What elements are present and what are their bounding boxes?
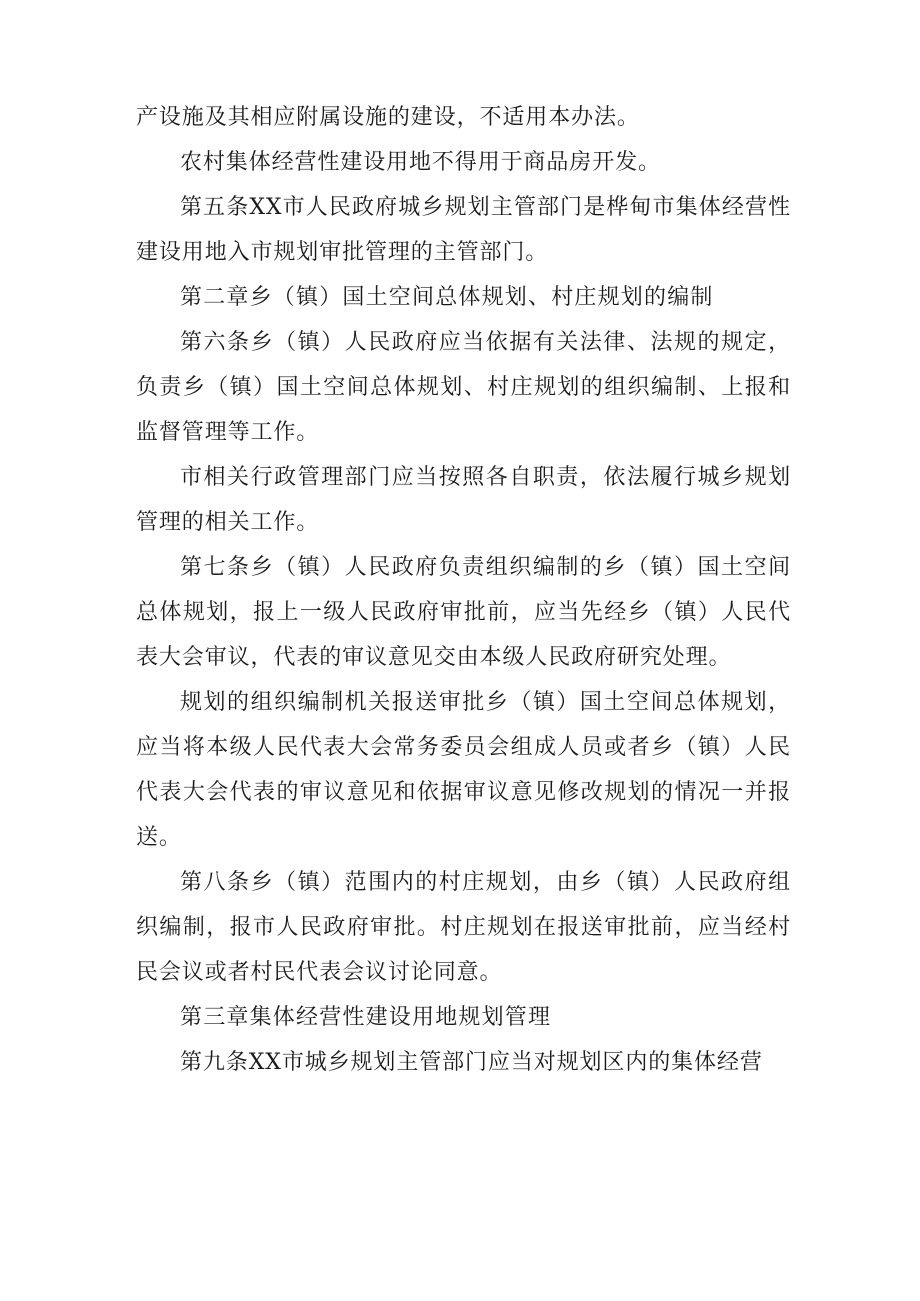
paragraph-planning-submission: 规划的组织编制机关报送审批乡（镇）国土空间总体规划，应当将本级人民代表大会常务委员会组成人员或者乡（镇）人民代表大会代表的审议意见和依据审议意见修改规划的情况一并报送。 xyxy=(136,690,791,850)
paragraph-article-7: 第七条乡（镇）人民政府负责组织编制的乡（镇）国土空间总体规划，报上一级人民政府审批前，应当先经乡（镇）人民代表大会审议，代表的审议意见交由本级人民政府研究处理。 xyxy=(136,555,791,670)
chapter-2-heading: 第二章乡（镇）国土空间总体规划、村庄规划的编制 xyxy=(180,285,714,310)
paragraph-article-9: 第九条XX市城乡规划主管部门应当对规划区内的集体经营 xyxy=(180,1050,763,1075)
paragraph-city-departments: 市相关行政管理部门应当按照各自职责，依法履行城乡规划管理的相关工作。 xyxy=(136,465,791,535)
chapter-3-heading: 第三章集体经营性建设用地规划管理 xyxy=(180,1005,552,1030)
paragraph-article-8: 第八条乡（镇）范围内的村庄规划，由乡（镇）人民政府组织编制，报市人民政府审批。村庄规划在报送审批前，应当经村民会议或者村民代表会议讨论同意。 xyxy=(136,870,791,985)
paragraph-commercial-housing: 农村集体经营性建设用地不得用于商品房开发。 xyxy=(180,150,661,175)
paragraph-article-5: 第五条XX市人民政府城乡规划主管部门是桦甸市集体经营性建设用地入市规划审批管理的主管部门。 xyxy=(136,195,791,265)
document-body xyxy=(136,95,791,1085)
paragraph-continuation: 产设施及其相应附属设施的建设，不适用本办法。 xyxy=(136,105,640,130)
paragraph-article-6: 第六条乡（镇）人民政府应当依据有关法律、法规的规定，负责乡（镇）国土空间总体规划、村庄规划的组织编制、上报和监督管理等工作。 xyxy=(136,330,791,445)
